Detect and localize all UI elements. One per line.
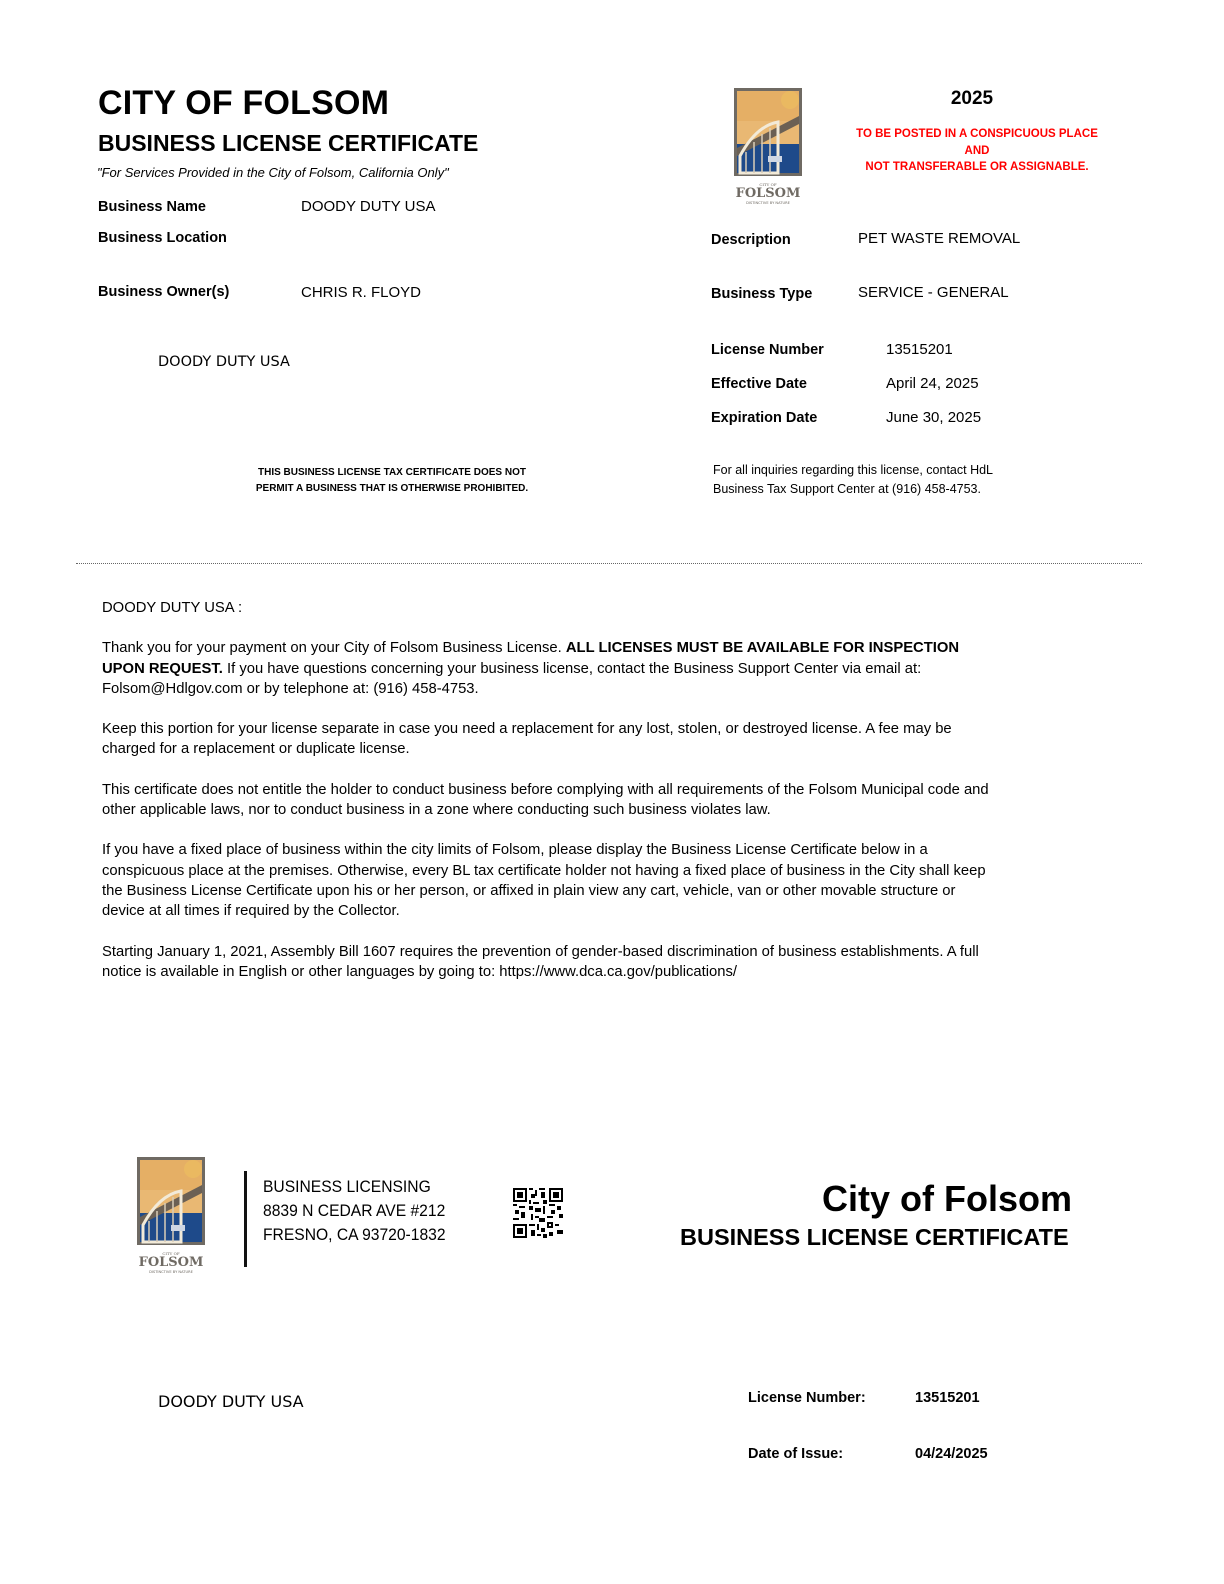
letter-paragraph-2: Keep this portion for your license separate in case you need a replacement for any lost, stolen, or destroyed license. A fee may be charged for a replacement or duplicate license. [102,721,952,758]
letter-paragraph-5: Starting January 1, 2021, Assembly Bill 1607 requires the prevention of gender-based discrimination of business establishments. A full notice is available in English or other languages by going to: https://www.dca.ca.gov/publications/ [102,943,979,980]
business-name-value: DOODY DUTY USA [301,198,436,215]
return-address [263,1175,446,1247]
return-address-line1: BUSINESS LICENSING [263,1177,431,1196]
disclaimer-line2: PERMIT A BUSINESS THAT IS OTHERWISE PROHIBITED. [255,483,529,494]
letter-paragraph-1: Thank you for your payment on your City of Folsom Business License. ALL LICENSES MUST BE AVAILABLE FOR INSPECTION UPON REQUEST. If you have questions concerning your business license, contact the Business Support Center via email at: Folsom@Hdlgov.com or by telephone at: (916) 458-4753. [102,640,960,697]
business-type-value: SERVICE - GENERAL [858,284,1009,301]
description-label: Description [711,232,791,248]
posting-notice-line2: AND [964,144,990,157]
posting-notice-line1: TO BE POSTED IN A CONSPICUOUS PLACE [856,128,1098,140]
tear-off-line [76,563,1142,564]
svg-text:DISTINCTIVE BY NATURE: DISTINCTIVE BY NATURE [746,201,790,205]
letter-salutation: DOODY DUTY USA : [102,600,243,616]
bottom-license-number-value: 13515201 [915,1390,980,1406]
inquiries-note [713,461,993,499]
inquiries-line2: Business Tax Support Center at (916) 458-4753. [713,482,981,496]
disclaimer-line1: THIS BUSINESS LICENSE TAX CERTIFICATE DOES NOT [258,467,526,478]
return-address-divider [244,1171,247,1267]
license-year: 2025 [950,88,994,109]
business-name-label: Business Name [98,199,206,215]
folsom-logo-bottom [121,1155,221,1277]
svg-text:DISTINCTIVE BY NATURE: DISTINCTIVE BY NATURE [149,1270,193,1274]
letter-paragraph-3: This certificate does not entitle the holder to conduct business before complying with all requirements of the Folsom Municipal code and other applicable laws, nor to conduct business in a zone where conducting such business violates law. [102,781,989,819]
recipient-name: DOODY DUTY USA [158,1392,304,1411]
return-address-line3: FRESNO, CA 93720-1832 [263,1225,446,1244]
date-of-issue-label: Date of Issue: [748,1446,844,1462]
business-location-label: Business Location [98,230,227,246]
posting-notice [840,126,1114,176]
svg-text:CITY OF: CITY OF [162,1251,180,1256]
license-number-value: 13515201 [886,341,953,358]
date-of-issue-value: 04/24/2025 [915,1446,988,1462]
effective-date-value: April 24, 2025 [886,375,979,392]
inspection-notice: ALL LICENSES MUST BE AVAILABLE FOR INSPECTION UPON REQUEST. [102,640,960,677]
return-address-line2: 8839 N CEDAR AVE #212 [263,1201,446,1220]
svg-text:FOLSOM: FOLSOM [138,1255,204,1270]
qr-code-icon [513,1188,563,1238]
letter-paragraph-4: If you have a fixed place of business within the city limits of Folsom, please display the Business License Certificate below in a conspicuous place at the premises. Otherwise, every BL tax certificate holder not having a fixed place of business in the City shall keep the Business License Certificate upon his or her person, or affixed in plain view any cart, vehicle, van or other movable structure or device at all times if required by the Collector. [102,842,986,920]
service-area-subtitle: "For Services Provided in the City of Folsom, California Only" [97,165,449,180]
posting-notice-line3: NOT TRANSFERABLE OR ASSIGNABLE. [865,161,1089,173]
svg-text:CITY OF: CITY OF [759,182,777,187]
letter-body [102,598,1002,1002]
folsom-bridge-logo-icon [718,86,818,208]
inquiries-line1: For all inquiries regarding this license, contact HdL [713,463,993,477]
expiration-date-value: June 30, 2025 [886,409,982,426]
tax-certificate-disclaimer [220,465,564,497]
mailing-name: DOODY DUTY USA [158,354,290,370]
description-value: PET WASTE REMOVAL [858,230,1021,247]
svg-text:FOLSOM: FOLSOM [735,186,801,201]
folsom-logo [718,86,818,208]
folsom-bridge-logo-icon [121,1155,221,1277]
business-owner-label: Business Owner(s) [98,284,230,300]
bottom-certificate-title: BUSINESS LICENSE CERTIFICATE [680,1224,1069,1250]
bottom-city-title: City of Folsom [822,1178,1072,1219]
bottom-license-number-label: License Number: [748,1390,866,1406]
expiration-date-label: Expiration Date [711,410,818,426]
license-number-label: License Number [711,342,824,358]
effective-date-label: Effective Date [711,376,807,392]
business-owner-value: CHRIS R. FLOYD [301,284,422,301]
certificate-title: BUSINESS LICENSE CERTIFICATE [98,130,479,156]
city-heading: CITY OF FOLSOM [98,84,390,122]
business-type-label: Business Type [711,286,813,302]
